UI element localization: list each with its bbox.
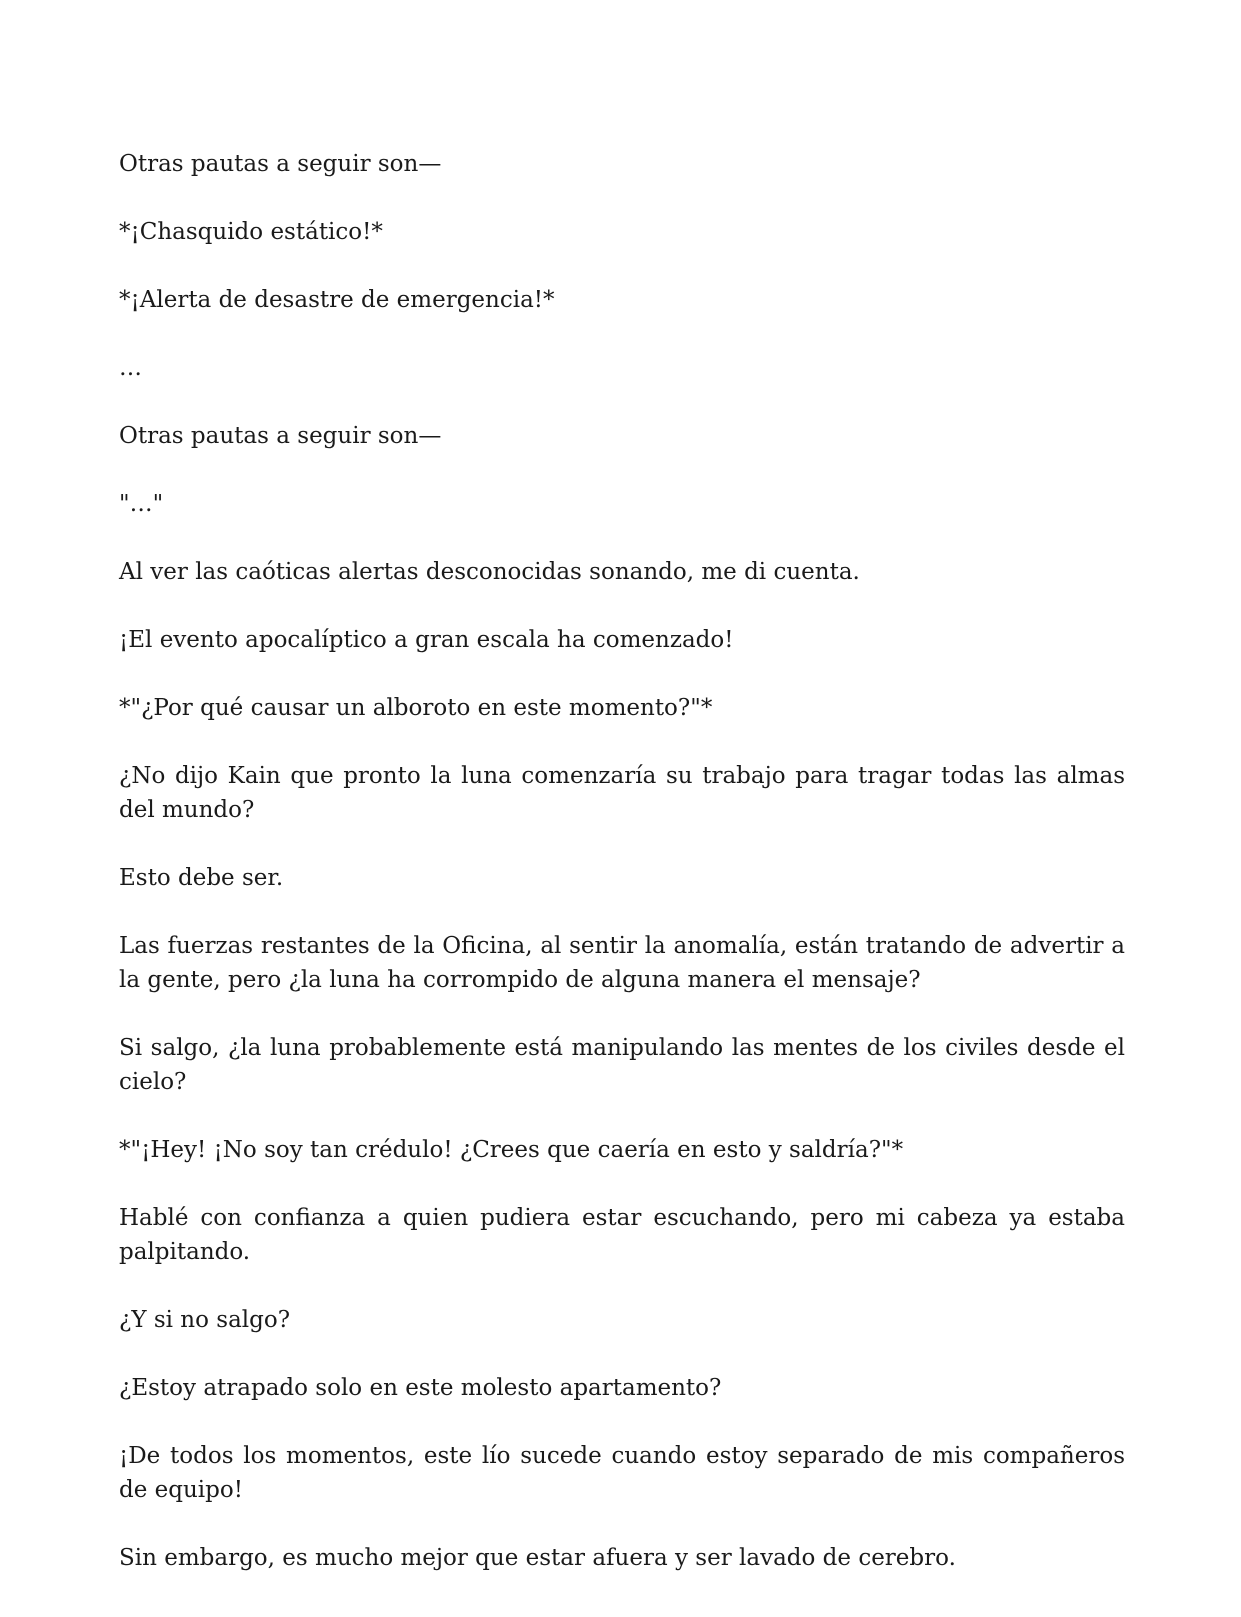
paragraph: ¿No dijo Kain que pronto la luna comenzaría su trabajo para tragar todas las almas del mundo? — [119, 763, 1125, 823]
paragraph: Si salgo, ¿la luna probablemente está manipulando las mentes de los civiles desde el cielo? — [119, 1035, 1125, 1095]
paragraph: Esto debe ser. — [119, 865, 284, 891]
paragraph: Sin embargo, es mucho mejor que estar afuera y ser lavado de cerebro. — [119, 1545, 956, 1571]
paragraph: … — [119, 355, 142, 381]
paragraph: *¡Alerta de desastre de emergencia!* — [119, 287, 555, 313]
text-body — [119, 147, 1125, 1609]
paragraph: Al ver las caóticas alertas desconocidas sonando, me di cuenta. — [119, 559, 860, 585]
paragraph: Hablé con confianza a quien pudiera estar escuchando, pero mi cabeza ya estaba palpitando. — [119, 1205, 1125, 1265]
paragraph: ¡De todos los momentos, este lío sucede cuando estoy separado de mis compañeros de equipo! — [119, 1443, 1125, 1503]
paragraph: ¡El evento apocalíptico a gran escala ha comenzado! — [119, 627, 734, 653]
paragraph: Las fuerzas restantes de la Oficina, al sentir la anomalía, están tratando de advertir a la gente, pero ¿la luna ha corrompido de alguna manera el mensaje? — [119, 933, 1125, 993]
paragraph: ¿Y si no salgo? — [119, 1307, 291, 1333]
paragraph: *"¿Por qué causar un alboroto en este momento?"* — [119, 695, 713, 721]
paragraph: *"¡Hey! ¡No soy tan crédulo! ¿Crees que caería en esto y saldría?"* — [119, 1137, 904, 1163]
paragraph: Otras pautas a seguir son— — [119, 151, 442, 177]
paragraph: ¿Estoy atrapado solo en este molesto apartamento? — [119, 1375, 722, 1401]
paragraph: Otras pautas a seguir son— — [119, 423, 442, 449]
paragraph: *¡Chasquido estático!* — [119, 219, 383, 245]
paragraph: "…" — [119, 491, 164, 517]
